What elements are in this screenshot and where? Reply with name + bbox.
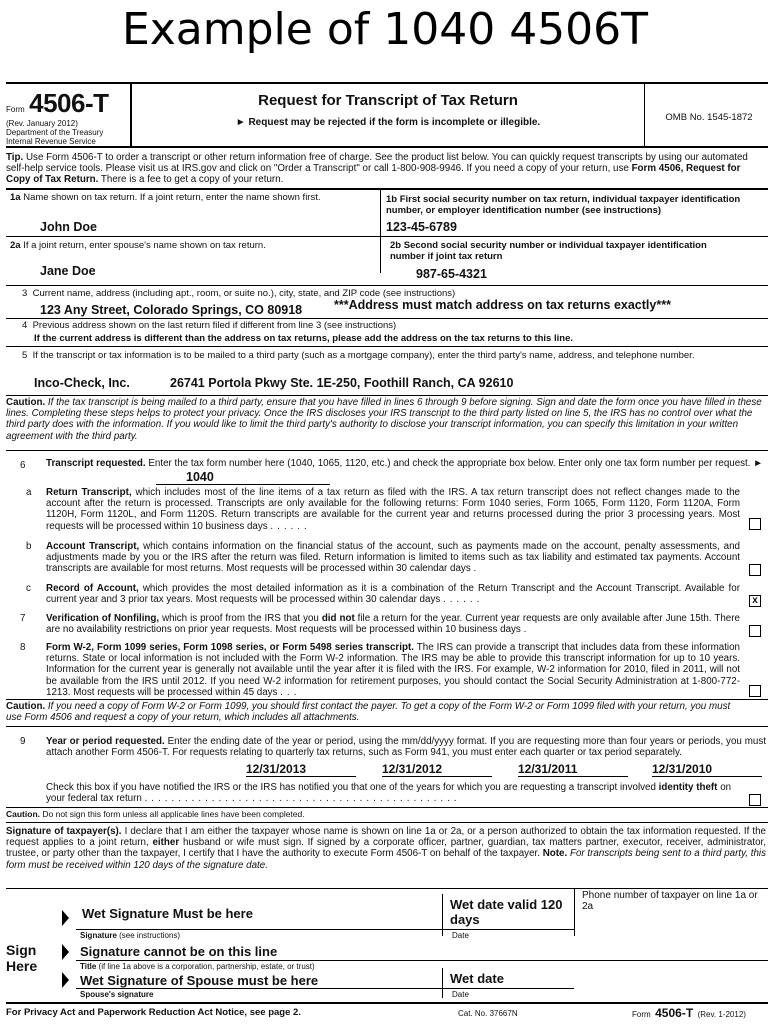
title-label-block [80, 962, 315, 971]
signature-arrow-icon [62, 910, 69, 926]
line7-text-block [46, 613, 740, 635]
header-top-rule [6, 82, 768, 84]
signature-label-end: (see instructions) [119, 931, 181, 940]
spouse-signature-line [76, 988, 574, 989]
line4-num: 4 [22, 320, 28, 331]
form-4506t [6, 82, 768, 1022]
line2a-value[interactable]: Jane Doe [40, 264, 96, 278]
line7-dots: . [523, 624, 531, 636]
footer-form-rev: (Rev. 1-2012) [697, 1010, 746, 1019]
line9-date-3[interactable]: 12/31/2011 [518, 762, 628, 777]
line3-value[interactable]: 123 Any Street, Colorado Springs, CO 80918 [40, 303, 303, 317]
line6c-num: c [26, 583, 31, 594]
line6a-dots: ...... [270, 520, 311, 532]
line6-form-input[interactable]: 1040 [156, 470, 330, 485]
date-label-2: Date [452, 990, 469, 999]
line6a-checkbox[interactable] [749, 518, 761, 530]
caution3-rule [6, 822, 768, 823]
line9-text-block [46, 736, 766, 758]
sign-here-label [6, 942, 37, 974]
sign-word: Sign [6, 942, 37, 958]
line2a-label-block [10, 240, 376, 251]
phone-divider [574, 888, 575, 936]
line6c-bold: Record of Account, [46, 583, 139, 594]
line6c-text-block [46, 583, 740, 605]
line1a-label-block [10, 192, 376, 203]
line8-text: The IRS can provide a transcript that includes data from these information returns. State or local information is not included with the Form W-2 information. The IRS may be able to provide this transcript information for up to 10 years. Information for the current year is generally not available until the year after it is filed with the IRS. For example, W-2 information for 2010, filed in 2011, will not be available from the IRS until 2012. If you need W-2 information for retirement purposes, you should contact the Social Security Administration at 1-800-772-1213. Most requests will be processed within 45 days [46, 642, 740, 698]
form-title: Request for Transcript of Tax Return [258, 92, 518, 109]
form-dept: Department of the Treasury [6, 128, 104, 137]
form-id-block [6, 88, 128, 146]
line6a-bold: Return Transcript, [46, 487, 132, 498]
line6b-text-block [46, 541, 740, 575]
signature-label-block [80, 931, 180, 940]
header-bottom-rule [6, 146, 768, 148]
line7-bold: Verification of Nonfiling, [46, 613, 160, 624]
line7-num: 7 [20, 613, 26, 624]
line6b-bold: Account Transcript, [46, 541, 140, 552]
line4-rule [6, 346, 768, 347]
line9-date-1[interactable]: 12/31/2013 [246, 762, 356, 777]
line1a-value[interactable]: John Doe [40, 220, 97, 234]
line2b-label-block [390, 240, 730, 262]
line7-text1: which is proof from the IRS that you [162, 613, 319, 624]
caution3-line [6, 810, 305, 819]
here-word: Here [6, 958, 38, 974]
line9-date-4[interactable]: 12/31/2010 [652, 762, 762, 777]
line9-identity-bold: identity theft [658, 782, 718, 793]
line9-dots: ............................................... [144, 793, 461, 805]
form-word: Form [6, 105, 25, 114]
wet-signature-note[interactable]: Wet Signature Must be here [82, 906, 253, 921]
signature-declaration [6, 826, 766, 871]
sigdecl-text: I declare that I am either the taxpayer whose name is shown on line 1a or 2a, or a person authorized to obtain the tax information requested. If the request applies to a joint return, [6, 826, 766, 849]
line1b-label-block [386, 194, 766, 216]
footer-form-id [632, 1004, 746, 1022]
footer-cat-number: Cat. No. 37667N [458, 1009, 518, 1018]
sigdecl-text2: husband or wife must sign. If signed by a corporate officer, partner, guardian, tax matters partner, executor, receiver, administrator, trustee, or party other than the taxpayer, I certify that I have the authority to execute Form 4506-T on behalf of the taxpayer. [6, 837, 766, 860]
date-divider-2 [442, 968, 443, 998]
line2a-num: 2a [10, 240, 21, 251]
sigdecl-bold3: Note. [542, 848, 568, 860]
caution2-paragraph [6, 701, 746, 723]
line9-rule [6, 807, 768, 808]
signature-line [76, 929, 574, 930]
wet-date-note[interactable]: Wet date valid 120 days [450, 897, 563, 927]
line5-rule [6, 395, 768, 396]
line3-num: 3 [22, 288, 28, 299]
tip-label: Tip. [6, 152, 24, 163]
line5-label-block [22, 350, 752, 361]
signature-cannot-note: Signature cannot be on this line [80, 944, 278, 959]
tip-rule [6, 188, 768, 190]
phone-label: Phone number of taxpayer on line 1a or 2a [582, 890, 758, 912]
spouse-arrow-icon [62, 972, 69, 988]
caution2-text: If you need a copy of Form W-2 or Form 1099, you should first contact the payer. To get a copy of the Form W-2 or Form 1099 filed with your return, you must use Form 4506 and request a copy of your return, which includes all attachments. [6, 701, 731, 724]
line7-checkbox[interactable] [749, 625, 761, 637]
caution3-label: Caution. [6, 809, 40, 819]
line3-note: ***Address must match address on tax returns exactly*** [334, 298, 671, 312]
line9-identity-text: Check this box if you have notified the IRS or the IRS has notified you that one of the years for which you are requesting a transcript involved [46, 782, 656, 793]
line6-text-block [46, 458, 766, 469]
line3-label: Current name, address (including apt., room, or suite no.), city, state, and ZIP code (see instructions) [32, 288, 456, 299]
line5-address[interactable]: 26741 Portola Pkwy Ste. 1E-250, Foothill Ranch, CA 92610 [170, 376, 514, 390]
tip-paragraph [6, 152, 766, 186]
line1-divider [380, 189, 381, 273]
line1-rule [6, 236, 768, 237]
line9-identity-end: on your federal tax return [46, 782, 732, 805]
line8-text-block [46, 642, 740, 698]
line9-date-2[interactable]: 12/31/2012 [382, 762, 492, 777]
slide-title: Example of 1040 4506T [121, 4, 649, 55]
line2-rule [6, 285, 768, 286]
line4-note: If the current address is different than the address on tax returns, please add the address on the tax returns to this line. [34, 333, 573, 344]
line6b-num: b [26, 541, 32, 552]
spouse-signature-label: Spouse's signature [80, 990, 154, 999]
wet-date-spouse-note[interactable]: Wet date [450, 971, 504, 986]
line9-bold: Year or period requested. [46, 736, 165, 747]
caution2-rule [6, 726, 768, 727]
line9-num: 9 [20, 736, 26, 747]
line7-text2: file a return for the year. Current year requests are only available after June 15th. There are no availability restrictions on prior year requests. Most requests will be processed within 10 business days [46, 613, 740, 636]
line5-label: If the transcript or tax information is to be mailed to a third party (such as a mortgage company), enter the third party's name, address, and telephone number. [32, 350, 695, 361]
line8-rule [6, 699, 768, 700]
line6-bold: Transcript requested. [46, 458, 146, 469]
footer-form-word: Form [632, 1010, 651, 1019]
wet-signature-spouse-note[interactable]: Wet Signature of Spouse must be here [80, 973, 319, 988]
line6c-checkbox[interactable]: x [749, 595, 761, 607]
line6-text: Enter the tax form number here (1040, 1065, 1120, etc.) and check the appropriate box below. Enter only one tax form number per request. ► [148, 458, 763, 469]
sign-top-rule [6, 888, 768, 889]
title-line [76, 960, 768, 961]
line8-checkbox[interactable] [749, 685, 761, 697]
footer-form-number: 4506-T [655, 1006, 694, 1020]
header-divider-right [644, 84, 645, 146]
form-rev: (Rev. January 2012) [6, 119, 78, 128]
caution3-text: Do not sign this form unless all applicable lines have been completed. [42, 809, 305, 819]
tip-end: There is a fee to get a copy of your return. [100, 174, 284, 186]
sigdecl-text3: For transcripts being sent to a third party, this form must be received within 120 days of the signature date. [6, 848, 766, 871]
line8-dots: ... [280, 686, 301, 698]
title-label: Title [80, 962, 97, 971]
line1a-num: 1a [10, 192, 21, 203]
line6a-num: a [26, 487, 32, 498]
line9-text: Enter the ending date of the year or period, using the mm/dd/yyyy format. If you are requesting more than four years or periods, you must attach another Form 4506-T. For requests relating to quarterly tax returns, such as Form 941, you must enter each quarter or tax period separately. [46, 736, 766, 759]
date-label-1: Date [452, 931, 469, 940]
line9-identity-block [46, 782, 740, 804]
form-subtitle: ► Request may be rejected if the form is incomplete or illegible. [235, 117, 541, 128]
line6a-text: which includes most of the line items of a tax return as filed with the IRS. A tax return transcript does not reflect changes made to the account after the return is processed. Transcripts are only available for the following returns: Form 1040 series, Form 1065, Form 1120, Form 1120A, Form 1120H, Form 1120L, and Form 1120S. Return transcripts are available for the current year and returns processed during the prior 3 processing years. Most requests will be processed within 10 business days [46, 487, 740, 532]
title-label-end: (if line 1a above is a corporation, partnership, estate, or trust) [98, 962, 315, 971]
line2b-label: Second social security number or individual taxpayer identification number if joint tax return [390, 240, 707, 262]
form-number: 4506-T [29, 88, 109, 118]
line1a-label: Name shown on tax return. If a joint return, enter the name shown first. [23, 192, 321, 203]
caution1-label: Caution. [6, 397, 46, 408]
line1b-label: First social security number on tax return, individual taxpayer identification number, or employer identification number (see instructions) [386, 194, 741, 216]
form-title-block [132, 92, 644, 128]
line6b-text: which contains information on the financial status of the account, such as payments made on the account, penalty assessments, and adjustments made by you or the IRS after the return was filed. Return information is limited to items such as tax liability and estimated tax payments. Account transcripts are available for most returns. Most requests will be processed within 30 calendar days [46, 541, 740, 575]
footer-privacy-notice: For Privacy Act and Paperwork Reduction Act Notice, see page 2. [6, 1007, 301, 1018]
signature-label: Signature [80, 931, 117, 940]
line1b-num: 1b [386, 194, 398, 205]
line1b-value[interactable]: 123-45-6789 [386, 220, 457, 234]
line4-label: Previous address shown on the last return filed if different from line 3 (see instructions) [32, 320, 397, 331]
omb-number: OMB No. 1545-1872 [665, 112, 753, 123]
line5-company[interactable]: Inco-Check, Inc. [34, 376, 130, 390]
sigdecl-bold: Signature of taxpayer(s). [6, 826, 122, 837]
caution1-paragraph [6, 397, 766, 442]
line8-bold: Form W-2, Form 1099 series, Form 1098 series, or Form 5498 series transcript. [46, 642, 414, 653]
line2b-num: 2b [390, 240, 402, 251]
caution2-label: Caution. [6, 701, 46, 712]
line4-label-block [22, 320, 762, 331]
sigdecl-bold2: either [152, 837, 180, 849]
line3-rule [6, 318, 768, 319]
line6c-dots: ...... [442, 594, 484, 606]
line9-identity-checkbox[interactable] [749, 794, 761, 806]
line2b-value[interactable]: 987-65-4321 [416, 267, 487, 281]
line5-num: 5 [22, 350, 28, 361]
tip-text: Use Form 4506-T to order a transcript or other return information free of charge. See the product list below. You can quickly request transcripts by using our automated self-help service tools. Please visit us at IRS.gov and click on "Order a Transcript" or call 1-800-908-9946. If you need a copy of your return, use [6, 152, 748, 175]
line6a-text-block [46, 487, 740, 532]
line6c-text: which provides the most detailed information as it is a combination of the Return Transcript and the Account Transcript. Available for current year and 3 prior tax years. Most requests will be processed within 30 calendar days [46, 583, 740, 606]
line6b-checkbox[interactable] [749, 564, 761, 576]
line6b-dots: . [473, 563, 481, 575]
form-irs: Internal Revenue Service [6, 137, 96, 146]
tip-bold: Form 4506, Request for Copy of Tax Return. [6, 163, 741, 186]
caution1-rule [6, 450, 768, 451]
line7-bold2: did not [321, 613, 355, 624]
caution1-text: If the tax transcript is being mailed to a third party, ensure that you have filled in lines 6 through 9 before signing. Sign and date the form once you have filled in these lines. Completing these steps helps to protect your privacy. Once the IRS discloses your IRS transcript to the third party listed on line 5, the IRS has no control over what the third party does with the information. If you would like to limit the third party's authority to disclose your transcript information, you can specify this limitation in your written agreement with the third party. [6, 397, 762, 442]
title-arrow-icon [62, 944, 69, 960]
line2a-label: If a joint return, enter spouse's name shown on tax return. [23, 240, 266, 251]
line6-num: 6 [20, 460, 26, 471]
line8-num: 8 [20, 642, 26, 653]
